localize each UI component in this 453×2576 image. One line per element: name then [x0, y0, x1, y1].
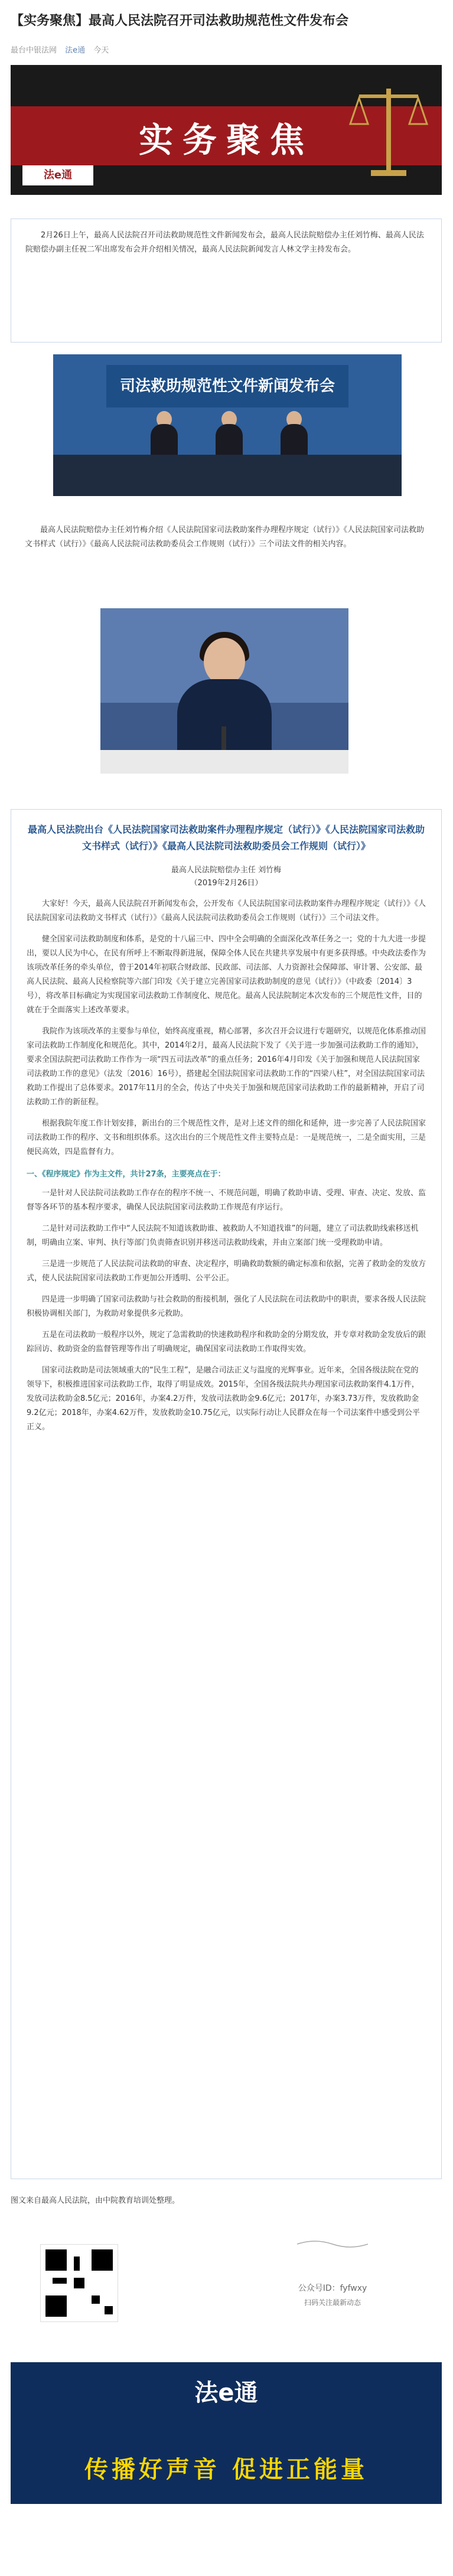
speech-paragraph: 根据我院年度工作计划安排，新出台的三个规范性文件，是对上述文件的细化和延伸，进一步完善了人民法院国家司法救助工作的程序、文书和组织体系。这次出台的三个规范性文件主要特点是：一是规范统一，二是全面实用，三是便民高效，四是监督有力。 [27, 1119, 426, 1156]
speaker-photo [100, 608, 348, 774]
highlight-item: 三是进一步规范了人民法院司法救助的审查、决定程序，明确救助数额的确定标准和依据，完善了救助金的发放方式，使人民法院国家司法救助工作更加公开透明、公平公正。 [27, 1260, 426, 1283]
qr-info [259, 2238, 406, 2307]
section-heading: 一、《程序规定》作为主文件，共计27条，主要亮点在于： [27, 1170, 226, 1179]
scales-icon [347, 77, 430, 183]
highlight-item: 二是针对司法救助工作中“人民法院不知道该救助谁、被救助人不知道找谁”的问题，建立了司法救助线索移送机制，明确由立案、审判、执行等部门负责筛查识别并移送司法救助线索，并由立案部门统一受理救助申请。 [27, 1224, 419, 1247]
qr-code-icon[interactable] [40, 2244, 118, 2322]
footer-logo: 法e通 [194, 2379, 258, 2407]
banner-text: 实务聚焦 [138, 120, 314, 160]
document-date: （2019年2月26日） [190, 879, 263, 888]
speech-paragraph: 我院作为该项改革的主要参与单位，始终高度重视，精心部署，多次召开会议进行专题研究，以规范化体系推动国家司法救助工作制度化和规范化。其中，2014年2月，最高人民法院下发了《关于进一步加强司法救助工作的通知》，要求全国法院把司法救助工作作为一项“四五司法改革”的重点任务；2016年4月印发《关于加强和规范人民法院国家司法救助工作的意见》（法发〔2016〕16号），搭建起全国法院国家司法救助工作的“四梁八柱”，对全国法院国家司法救助工作提出了总体要求。2017年11月的全会，传达了中央关于加强和规范国家司法救助工作的最新精神，开启了司法救助工作的新征程。 [27, 1027, 426, 1107]
account-link[interactable]: 法e通 [65, 46, 86, 55]
header-banner [11, 65, 442, 195]
conference-screen: 司法救助规范性文件新闻发布会 [106, 365, 348, 407]
intro2-paragraph: 最高人民法院赔偿办主任刘竹梅介绍《人民法院国家司法救助案件办理程序规定（试行）》《人民法院国家司法救助文书样式（试行）》《最高人民法院司法救助委员会工作规则（试行）》三个司法文件的相关内容。 [25, 526, 425, 549]
speaker-face [204, 638, 245, 685]
speech-paragraph: 国家司法救助是司法领域重大的“民生工程”，是融合司法正义与温度的光辉事业。近年来，全国各级法院在党的领导下，积极推进国家司法救助工作，取得了明显成效。2015年，全国各级法院共办理国家司法救助案件4.1万件，发放司法救助金8.5亿元；2016年，办案4.2万件，发放司法救助金9.6亿元；2017年，办案3.73万件，发放救助金9.2亿元；2018年，办案4.62万件，发放救助金10.75亿元，以实际行动让人民群众在每一个司法案件中感受到公平正义。 [27, 1366, 420, 1432]
decorative-flourish-icon [297, 2238, 368, 2250]
press-conference-photo [53, 354, 402, 496]
source-label: 最台中银法网 [11, 46, 57, 55]
speech-greeting: 大家好！今天，最高人民法院召开新闻发布会，公开发布《人民法院国家司法救助案件办理程序规定（试行）》《人民法院国家司法救助文书样式（试行）》《最高人民法院司法救助委员会工作规则（试行）》三个司法文件。 [27, 899, 426, 922]
highlight-item: 一是针对人民法院司法救助工作存在的程序不统一、不规范问题，明确了救助申请、受理、审查、决定、发放、监督等各环节的基本程序要求，确保人民法院国家司法救助工作规范有序运行。 [27, 1189, 426, 1212]
article-meta [11, 44, 109, 55]
qr-section [11, 2220, 442, 2345]
publish-time: 今天 [93, 46, 109, 55]
highlight-item: 四是进一步明确了国家司法救助与社会救助的衔接机制，强化了人民法院在司法救助中的职责，要求各级人民法院积极协调相关部门，为救助对象提供多元救助。 [27, 1295, 426, 1318]
speech-paragraph: 健全国家司法救助制度和体系，是党的十八届三中、四中全会明确的全面深化改革任务之一；党的十九大进一步提出，要以人民为中心，在民有所呼上不断取得新进展，保障全体人民在共建共享发展中有更多获得感。中央政法委作为该项改革任务的牵头单位，曾于2014年初联合财政部、民政部、司法部、人力资源社会保障部、审计署、公安部、最高人民法院、最高人民检察院等六部门印发《关于建立完善国家司法救助制度的意见（试行）》（中政委〔2014〕3号），将改革目标确定为实现国家司法救助工作制度化、规范化。最高人民法院制定本次发布的三个规范性文件，目的就在于全面落实上述改革要求。 [27, 935, 426, 1015]
scan-hint: 扫码关注最新动态 [304, 2298, 361, 2307]
footer-banner [11, 2362, 442, 2504]
intro2-box [11, 514, 442, 596]
document-author: 最高人民法院赔偿办主任 刘竹梅 [171, 866, 282, 875]
banner-logo: 法e通 [22, 165, 93, 185]
article-title: 【实务聚焦】最高人民法院召开司法救助规范性文件发布会 [11, 14, 349, 28]
intro-box [11, 219, 442, 343]
speaker-table [100, 750, 348, 774]
wechat-id: 公众号ID：fyfwxy [298, 2284, 367, 2293]
source-note: 图文来自最高人民法院，由中院教育培训处整理。 [11, 2196, 180, 2205]
microphone-icon [221, 726, 226, 750]
intro-paragraph: 2月26日上午，最高人民法院召开司法救助规范性文件新闻发布会，最高人民法院赔偿办主任刘竹梅、最高人民法院赔偿办副主任祝二军出席发布会并介绍相关情况，最高人民法院新闻发言人林文学主持发布会。 [25, 231, 424, 254]
conference-desk [53, 455, 402, 496]
document-title: 最高人民法院出台《人民法院国家司法救助案件办理程序规定（试行）》《人民法院国家司法救助文书样式（试行）》《最高人民法院司法救助委员会工作规则（试行）》 [27, 824, 425, 852]
speech-document [11, 809, 442, 2179]
highlight-item: 五是在司法救助一般程序以外，规定了急需救助的快速救助程序和救助金的分期发放，并专章对救助金发放后的跟踪回访、救助资金的监督管理等作出了明确规定，确保国家司法救助工作取得实效。 [27, 1331, 426, 1354]
footer-slogan: 传播好声音 促进正能量 [84, 2456, 368, 2483]
